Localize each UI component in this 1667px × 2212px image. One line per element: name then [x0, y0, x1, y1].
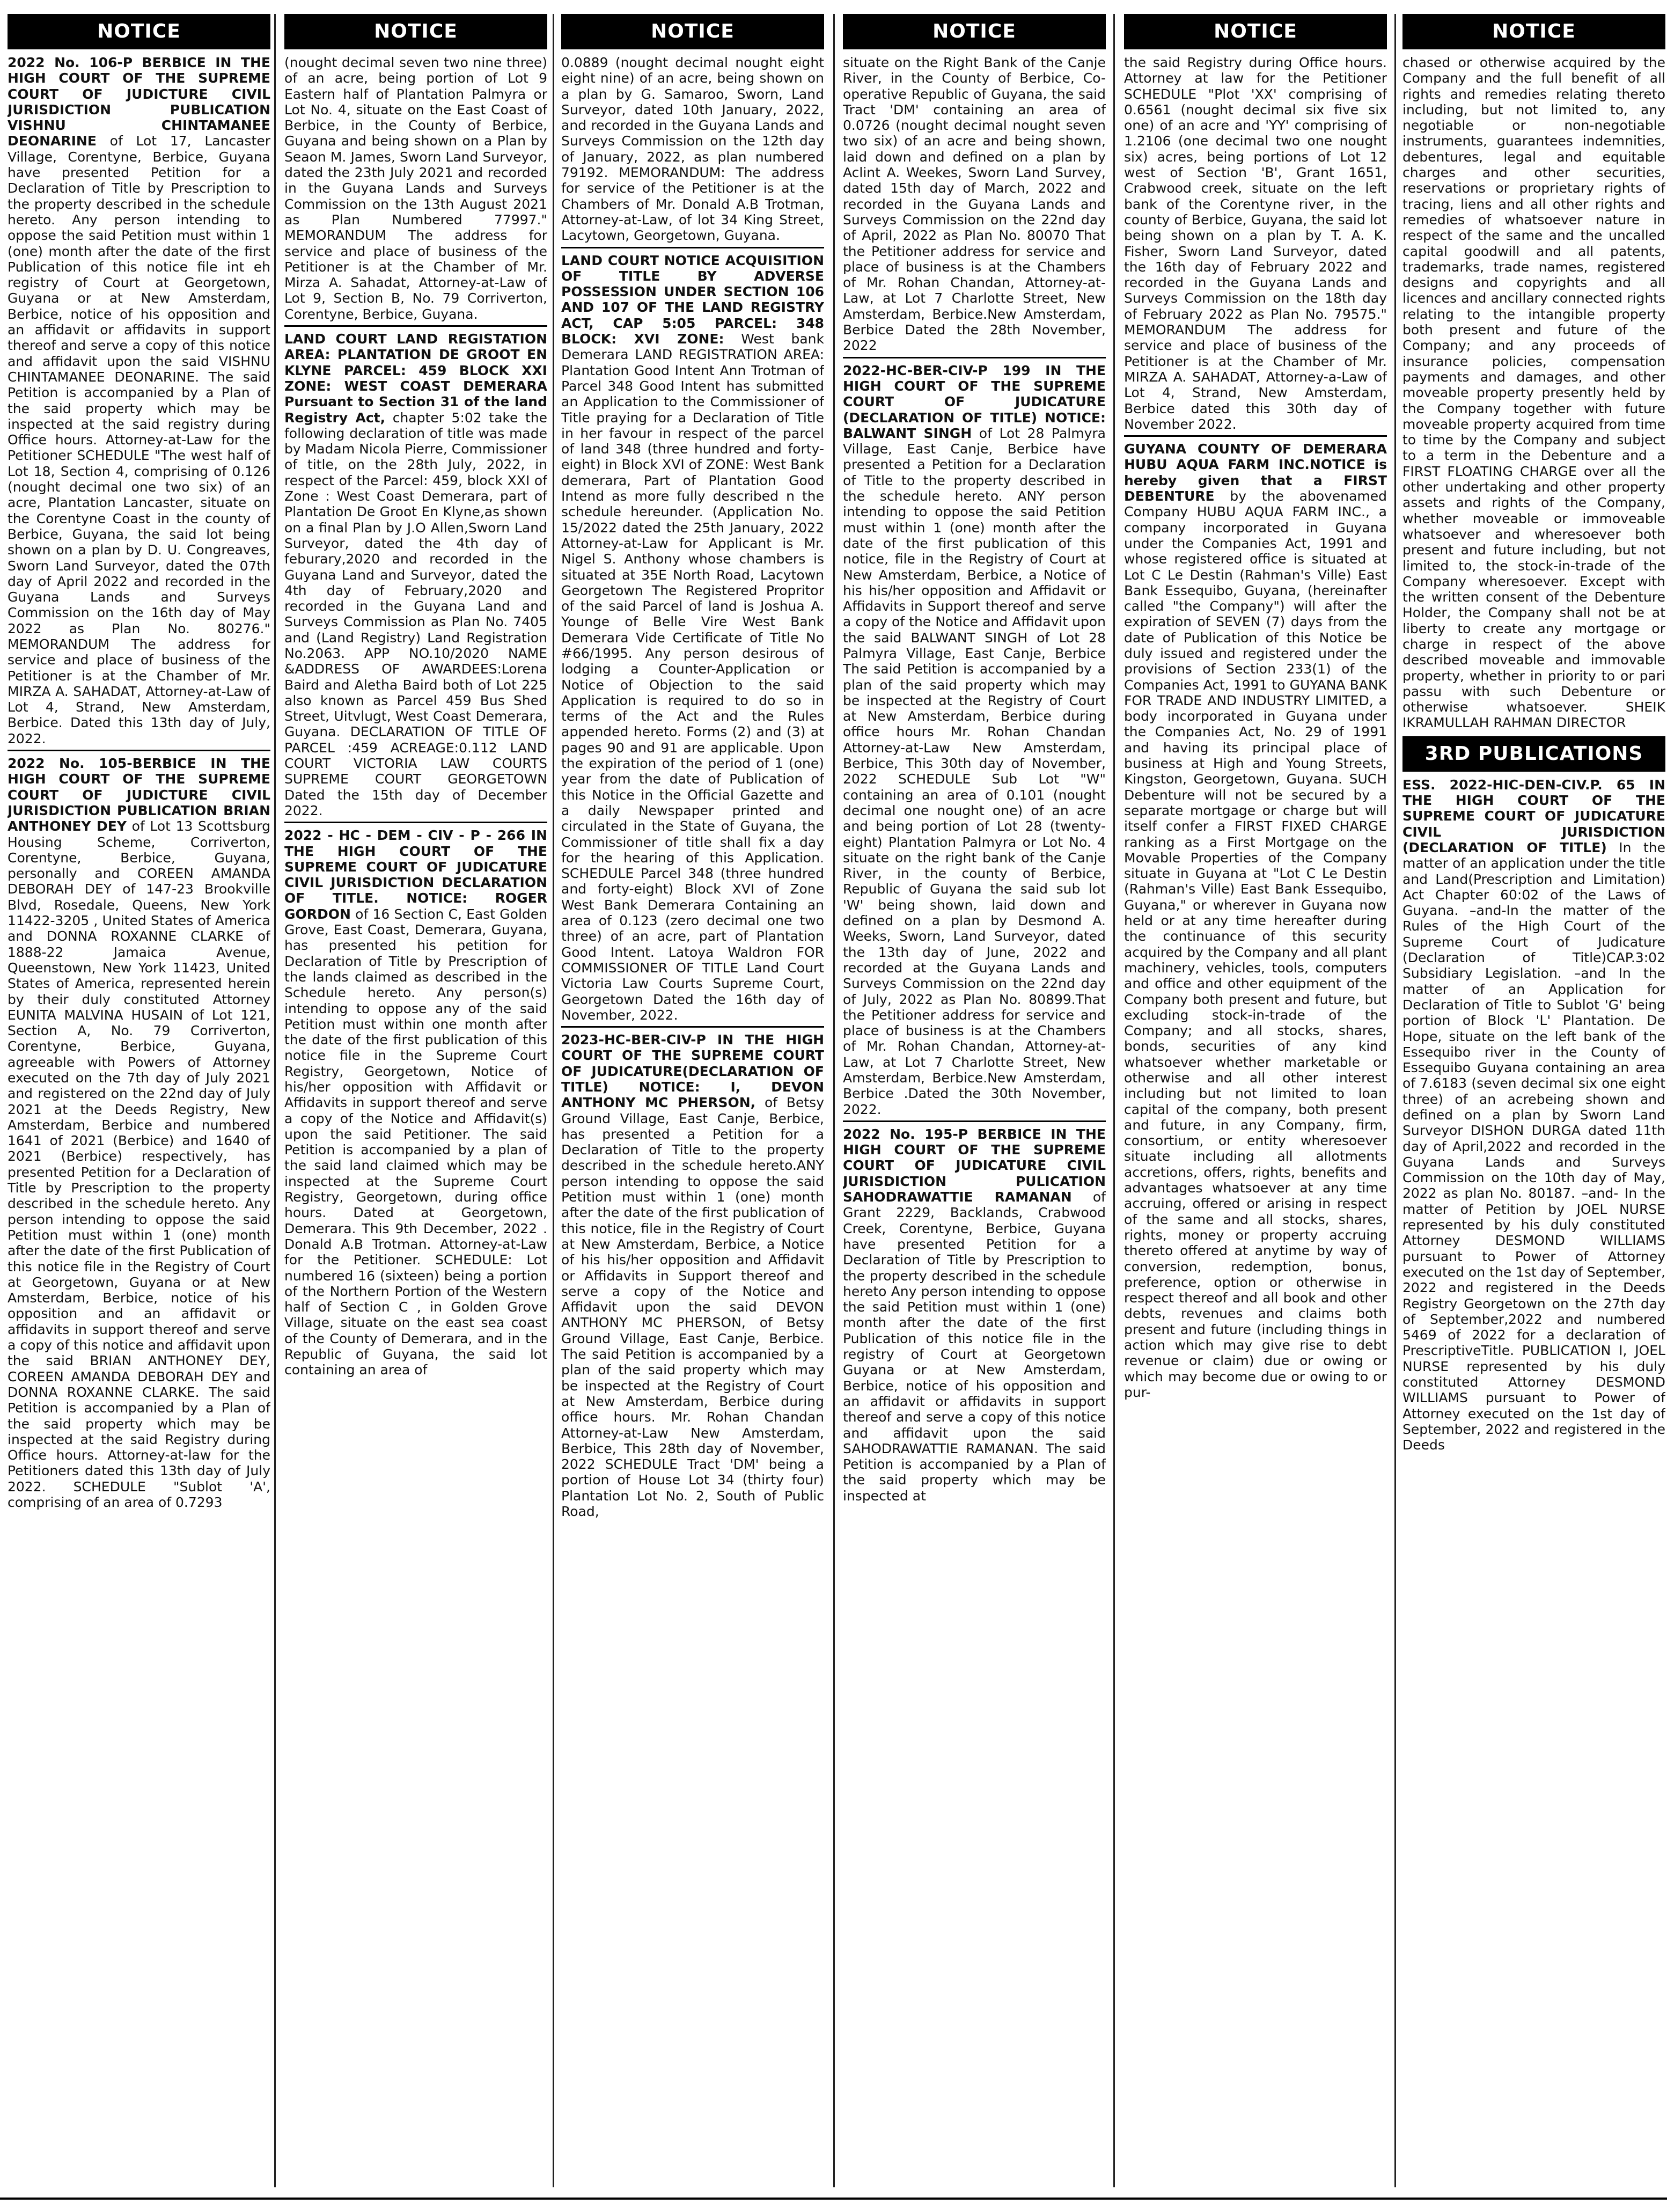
column-1	[8, 14, 270, 2187]
notice	[284, 827, 547, 1378]
column-divider	[553, 14, 554, 2187]
column-header: NOTICE	[1402, 14, 1665, 49]
notice	[843, 55, 1106, 354]
column-header: NOTICE	[561, 14, 824, 49]
column-divider	[274, 14, 276, 2187]
notice-title: 2022 No. 106-P BERBICE IN THE HIGH COURT OF THE SUPREME COURT OF JUDICTURE CIVIL JURISDICTION PUBLICATION VISHNU CHINTAMANEE DEONARINE	[8, 55, 270, 149]
notice-body: of Lot 13 Scottsburg Housing Scheme, Corriverton, Corentyne, Berbice, Guyana, personally and COREEN AMANDA DEBORAH DEY of 147-23 Brookville Blvd, Rosedale, Queens, New York 11422-3205 , United States of America and DONNA ROXANNE CLARKE of 1888-22 Jamaica Avenue, Queenstown, New York 11423, United States of America, represented herein by their duly constituted Attorney EUNITA MALVINA HUSAIN of Lot 121, Section A, No. 79 Corriverton, Corentyne, Berbice, Guyana, agreeable with Powers of Attorney executed on the 7th day of July 2021 and registered on the 22nd day of July 2021 at the Deeds Registry, New Amsterdam, Berbice and numbered 1641 of 2021 (Berbice) and 1640 of 2021 (Berbice) respectively, has presented Petition for a Declaration of Title by Prescription to the property described in the schedule hereto. Any person intending to oppose the said Petition must within 1 (one) month after the date of the first Publication of this notice file in the Registry of Court at Georgetown, Guyana or at New Amsterdam, Berbice, notice of his opposition and an affidavit or affidavits in support thereof and serve a copy of this notice and affidavit upon the said BRIAN ANTHONEY DEY, COREEN AMANDA DEBORAH DEY and DONNA ROXANNE CLARKE. The said Petition is accompanied by a Plan of the said property which may be inspected at the said Registry during Office hours. Attorney-at-law for the Petitioners dated this 13th day of July 2022. SCHEDULE "Sublot 'A', comprising of an area of 0.7293	[8, 818, 270, 1511]
column-text	[843, 55, 1106, 1504]
notice	[1124, 441, 1387, 1400]
notice-title: 2022 - HC - DEM - CIV - P - 266 IN THE HIGH COURT OF THE SUPREME COURT OF JUDICATURE CIVIL JURISDICTION DECLARATION OF TITLE. NOTICE: ROGER GORDON	[284, 827, 547, 922]
column-text	[1124, 55, 1387, 1400]
column-header: NOTICE	[284, 14, 547, 49]
notice	[561, 55, 824, 244]
divider	[284, 822, 547, 823]
notice-title: 2022-HC-BER-CIV-P 199 IN THE HIGH COURT OF THE SUPREME COURT OF JUDICATURE (DECLARATION OF TITLE) NOTICE: BALWANT SINGH	[843, 362, 1106, 441]
column-2	[284, 14, 547, 2187]
column-divider	[1394, 14, 1396, 2187]
notice-body: West bank Demerara LAND REGISTRATION AREA: Plantation Good Intent Ann Trotman of Parcel 348 Good Intent has submitted an Application to the Commissioner of Title praying for a Declaration of Title in her favour in respect of the parcel of land 348 (three hundred and forty-eight) in Block XVI of ZONE: West Bank demerara, Part of Plantation Good Intend as more fully described n the schedule hereunder. (Application No. 15/2022 dated the 25th January, 2022 Attorney-at-Law for Applicant is Mr. Nigel S. Anthony whose chambers is situated at 35E North Road, Lacytown Georgetown The Registered Propritor of the said Parcel of land is Joshua A. Younge of Belle Vire West Bank Demerara Vide Certificate of Title No #66/1995. Any person desirous of lodging a Counter-Application or Notice of Objection to the said Application is required to do so in terms of the Act and the Rules appended hereto. Forms (2) and (3) at pages 90 and 91 are applicable. Upon the expiration of the period of 1 (one) year from the date of Publication of this Notice in the Official Gazette and a daily Newspaper printed and circulated in the State of Guyana, the Commissioner of title shall fix a day for the hearing of this Application. SCHEDULE Parcel 348 (three hundred and forty-eight) Block XVI of Zone West Bank Demerara Containing an area of 0.123 (zero decimal one two three) of an acre, part of Plantation Good Intent. Latoya Waldron FOR COMMISSIONER OF TITLE Land Court Victoria Law Courts Supreme Court, Georgetown Dated the 16th day of November, 2022.	[561, 331, 824, 1023]
notice-body: chapter 5:02 take the following declaration of title was made by Madam Nicola Pierre, Commissioner of title, on the 28th July, 2022, in respect of the Parcel: 459, block XXI of Zone : West Coast Demerara, part of Plantation De Groot En Klyne,as shown on a final Plan by J.O Allen,Sworn Land Surveyor, dated the 4th day of feburary,2020 and recorded in the Guyana Land and Surveyor, dated the 4th day of February,2020 and recorded in the Guyana Land and Surveys Commission as Plan No. 7405 and (Land Registry) Land Registration No.2063. APP NO.10/2020 NAME &ADDRESS OF AWARDEES:Lorena Baird and Aletha Baird both of Lot 225 also known as Parcel 459 Bus Shed Street, Uitvlugt, West Coast Demerara, Guyana. DECLARATION OF TITLE OF PARCEL :459 ACREAGE:0.112 LAND COURT VICTORIA LAW COURTS SUPREME COURT GEORGETOWN Dated the 15th day of December 2022.	[284, 409, 547, 818]
column-header: NOTICE	[843, 14, 1106, 49]
column-text	[1402, 55, 1665, 1453]
notice-title: LAND COURT LAND REGISTATION AREA: PLANTATION DE GROOT EN KLYNE PARCEL: 459 BLOCK XXI ZONE: WEST COAST DEMERARA Pursuant to Section 31 of the land Registry Act,	[284, 331, 547, 426]
column-header: NOTICE	[8, 14, 270, 49]
notice-title: GUYANA COUNTY OF DEMERARA HUBU AQUA FARM INC.NOTICE is hereby given that a FIRST DEBENTURE	[1124, 441, 1387, 504]
notice-body: 0.0889 (nought decimal nought eight eight nine) of an acre, being shown on a plan by G. Samaroo, Sworn, Land Surveyor, dated 10th January, 2022, and recorded in the Guyana Lands and Surveys Commission on the 12th day of January, 2022, as plan numbered 79192. MEMORANDUM: The address for service of the Petitioner is at the Chambers of Mr. Donald A.B Trotman, Attorney-at-Law, of lot 34 King Street, Lacytown, Georgetown, Guyana.	[561, 55, 824, 244]
notice-title: ESS. 2022-HIC-DEN-CIV.P. 65 IN THE HIGH COURT OF THE SUPREME COURT OF JUDICATURE CIVIL JURISDICTION (DECLARATION OF TITLE)	[1402, 777, 1665, 855]
notice-body: the said Registry during Office hours. Attorney at law for the Petitioner SCHEDULE "Plot 'XX' comprising of 0.6561 (nought decimal six five six one) of an acre and 'YY' comprising of 1.2106 (one decimal two one nought six) acres, being portions of Lot 12 west of Section 'B', Grant 1651, Crabwood creek, situate on the left bank of the Corentyne river, in the county of Berbice, Guyana, the said lot being shown on a plan by T. A. K. Fisher, Sworn Land Surveyor, dated the 16th day of February 2022 and recorded in the Guyana Lands and Surveys Commission on the 18th day of February 2022 as Plan No. 79575." MEMORANDUM The address for service and place of business of the Petitioner is at the Chamber of Mr. MIRZA A. SAHADAT, Attorney-a-Law of Lot 4, Strand, New Amsterdam, Berbice dated this 30th day of November 2022.	[1124, 55, 1387, 432]
notice	[843, 1126, 1106, 1504]
notice-body: chased or otherwise acquired by the Company and the full benefit of all rights and remedies relating thereto including, but not limited to, any negotiable or non-negotiable instruments, guarantees indemnities, debentures, legal and equitable charges and other securities, reservations or proprietary rights of tracing, liens and all other rights and remedies of whatsoever nature in respect of the same and the uncalled capital goodwill and all patents, trademarks, trade names, registered designs and copyrights and all licences and ancillary connected rights relating to the intangible property both present and future of the Company; and any proceeds of insurance policies, compensation payments and damages, and other moveable property presently held by the Company together with future moveable property acquired from time to time by the Company and subject to a term in the Debenture and a FIRST FLOATING CHARGE over all the other undertaking and other property assets and rights of the Company, whether moveable or immoveable whatsoever and wheresoever both present and future including, but not limited to, the stock-in-trade of the Company wheresoever. Except with the written consent of the Debenture Holder, the Company shall not be at liberty to create any mortgage or charge in respect of the above described moveable and immovable property, whether in priority to or pari passu with such Debenture or otherwise whatsoever. SHEIK IKRAMULLAH RAHMAN DIRECTOR	[1402, 55, 1665, 731]
column-header: NOTICE	[1124, 14, 1387, 49]
notice-body: of 16 Section C, East Golden Grove, East Coast, Demerara, Guyana, has presented his petition for Declaration of Title by Prescription of the lands claimed as described in the Schedule hereto. Any person(s) intending to oppose any of the said Petition must within one month after the date of the first publication of this notice file in the Supreme Court Registry, Georgetown, Notice of his/her opposition with Affidavit or Affidavits in support thereof and serve a copy of the Notice and Affidavit(s) upon the said Petitioner. The said Petition is accompanied by a plan of the said land claimed which may be inspected at the Supreme Court Registry, Georgetown, during office hours. Dated at Georgetown, Demerara. This 9th December, 2022 . Donald A.B Trotman. Attorney-at-Law for the Petitioner. SCHEDULE: Lot numbered 16 (sixteen) being a portion of the Northern Portion of the Western half of Section C , in Golden Grove Village, situate on the east sea coast of the County of Demerara, and in the Republic of Guyana, the said lot containing an area of	[284, 906, 547, 1378]
column-4	[843, 14, 1106, 2187]
notice-body: situate on the Right Bank of the Canje River, in the County of Berbice, Co-operative Republic of Guyana, the said Tract 'DM' containing an area of 0.0726 (nought decimal nought seven two six) of an acre and being shown, laid down and defined on a plan by Aclint A. Weekes, Sworn Land Survey, dated 15th day of March, 2022 and recorded in the Guyana Lands and Surveys Commission on the 22nd day of April, 2022 as Plan No. 80070 That the Petitioner address for service and place of business is at the Chambers of Mr. Rohan Chandan, Attorney-at-Law, at Lot 7 Charlotte Street, New Amsterdam, Berbice.New Amsterdam, Berbice Dated the 28th November, 2022	[843, 55, 1106, 354]
notice	[284, 55, 547, 322]
column-text	[8, 55, 270, 1510]
notice-title: 2023-HC-BER-CIV-P IN THE HIGH COURT OF THE SUPREME COURT OF JUDICATURE(DECLARATION OF TITLE) NOTICE: I, DEVON ANTHONY MC PHERSON,	[561, 1032, 824, 1111]
notice	[1402, 55, 1665, 731]
column-text	[284, 55, 547, 1378]
column-text	[561, 55, 824, 1519]
notice	[1124, 55, 1387, 432]
column-3	[561, 14, 824, 2187]
notice-body: of Lot 17, Lancaster Village, Corentyne, Berbice, Guyana have presented Petition for a Declaration of Title by Prescription to the property described in the schedule hereto. Any person intending to oppose the said Petition must within 1 (one) month after the date of the first Publication of this notice file int eh registry of Court at Georgetown, Guyana or at New Amsterdam, Berbice, notice of his opposition and an affidavit or affidavits in support thereof and serve a copy of this notice and affidavit upon the said VISHNU CHINTAMANEE DEONARINE. The said Petition is accompanied by a Plan of the said property which may be inspected at the said registry during Office hours. Attorney-at-Law for the Petitioner SCHEDULE "The west half of Lot 18, Section 4, comprising of 0.126 (nought decimal one two six) of an acre, Plantation Lancaster, situate on the Corentyne Coast in the county of Berbice, Guyana, the said lot being shown on a plan by D. U. Congreaves, Sworn Land Surveyor, dated the 07th day of April 2022 and recorded in the Guyana Lands and Surveys Commission on the 16th day of May 2022 as Plan No. 80276." MEMORANDUM The address for service and place of business of the Petitioner is at the Chamber of Mr. MIRZA A. SAHADAT, Attorney-at-Law of Lot 4, Strand, New Amsterdam, Berbice. Dated this 13th day of July, 2022.	[8, 133, 270, 746]
column-divider	[1113, 14, 1115, 2187]
column-5	[1124, 14, 1387, 2187]
column-divider	[833, 14, 835, 2187]
notice	[8, 55, 270, 746]
notice	[561, 253, 824, 1023]
notice	[284, 331, 547, 818]
divider	[1124, 435, 1387, 437]
divider	[843, 1120, 1106, 1122]
notice-body: (nought decimal seven two nine three) of an acre, being portion of Lot 9 Eastern half of Plantation Palmyra or Lot No. 4, situate on the East Coast of Berbice, in the County of Berbice, Guyana and being shown on a Plan by Seaon M. James, Sworn Land Surveyor, dated the 23th July 2021 and recorded in the Guyana Lands and Surveys Commission on the 13th August 2021 as Plan Numbered 77997." MEMORANDUM The address for service and place of business of the Petitioner is at the Chamber of Mr. Mirza A. Sahadat, Attorney-at-Law of Lot 9, Section B, No. 79 Corriverton, Corentyne, Berbice, Guyana.	[284, 55, 547, 322]
notice	[843, 363, 1106, 1117]
notice-body: of Lot 28 Palmyra Village, East Canje, Berbice have presented a Petition for a Declaration of Title to the property described in the schedule hereto. ANY person intending to oppose the said Petition must within 1 (one) month after the date of the first publication of this notice, file in the Registry of Court at New Amsterdam, Berbice, a Notice of his his/her opposition and Affidavit or Affidavits in Support thereof and serve a copy of the Notice and Affidavit upon the said BALWANT SINGH of Lot 28 Palmyra Village, East Canje, Berbice The said Petition is accompanied by a plan of the said property which may be inspected at the Registry of Court at New Amsterdam, Berbice during office hours Mr. Rohan Chandan Attorney-at-Law New Amsterdam, Berbice, This 30th day of November, 2022 SCHEDULE Sub Lot "W" containing an area of 0.101 (nought decimal one nought one) of an acre and being portion of Lot 28 (twenty-eight) Plantation Palmyra or Lot No. 4 situate on the right bank of the Canje River, in the county of Berbice, Republic of Guyana the said sub lot 'W' being shown, laid down and defined on a plan by Desmond A. Weeks, Sworn, Land Surveyor, dated the 13th day of June, 2022 and recorded at the Guyana Lands and Surveys Commission on the 22nd day of July, 2022 as Plan No. 80899.That the Petitioner address for service and place of business is at the Chambers of Mr. Rohan Chandan, Attorney-at-Law, at Lot 7 Charlotte Street, New Amsterdam, Berbice.New Amsterdam, Berbice .Dated the 30th November, 2022.	[843, 425, 1106, 1117]
notice-body: of Betsy Ground Village, East Canje, Berbice, has presented a Petition for a Declaration of Title to the property described in the schedule hereto.ANY person intending to oppose the said Petition must within 1 (one) month after the date of the first publication of this notice, file in the Registry of Court at New Amsterdam, Berbice, a Notice of his his/her opposition and Affidavit or Affidavits in Support thereof and serve a copy of the Notice and Affidavit upon the said DEVON ANTHONY MC PHERSON, of Betsy Ground Village, East Canje, Berbice. The said Petition is accompanied by a plan of the said property which may be inspected at the Registry of Court at New Amsterdam, Berbice during office hours. Mr. Rohan Chandan Attorney-at-Law New Amsterdam, Berbice, This 28th day of November, 2022 SCHEDULE Tract 'DM' being a portion of House Lot 34 (thirty four) Plantation Lot No. 2, South of Public Road,	[561, 1095, 824, 1520]
divider	[284, 325, 547, 327]
notice	[561, 1032, 824, 1519]
divider	[8, 750, 270, 751]
column-6	[1402, 14, 1665, 2187]
notice	[1402, 777, 1665, 1453]
divider	[843, 357, 1106, 358]
notice-body: of Grant 2229, Backlands, Crabwood Creek, Corentyne, Berbice, Guyana have presented Petition for a Declaration of Title by Prescription to the property described in the schedule hereto Any person intending to oppose the said Petition must within 1 (one) month after the date of the first Publication of this notice file in the registry of Court at Georgetown Guyana or at New Amsterdam, Berbice, notice of his opposition and an affidavit or affidavits in support thereof and serve a copy of this notice and affidavit upon the said SAHODRAWATTIE RAMANAN. The said Petition is accompanied by a Plan of the said property which may be inspected at	[843, 1189, 1106, 1504]
divider	[561, 1026, 824, 1028]
notice-title: 2022 No. 105-BERBICE IN THE HIGH COURT OF THE SUPREME COURT OF JUDICTURE CIVIL JURISDICTION PUBLICATION BRIAN ANTHONEY DEY	[8, 756, 270, 834]
section-header: 3RD PUBLICATIONS	[1402, 736, 1665, 772]
notice-body: In the matter of an application under the title and Land(Prescription and Limitation) Act Chapter 60:02 of the Laws of Guyana. –and-In the matter of the Rules of the High Court of the Supreme Court of Judicature (Declaration of Title)CAP.3:02 Subsidiary Legislation. –and In the matter of an Application for Declaration of Title to Sublot 'G' being portion of Block 'L' Plantation. De Hope, situate on the left bank of the Essequibo river in the County of Essequibo Guyana containing an area of 7.6183 (seven decimal six one eight three) of an acrebeing shown and defined on a plan by Sworn Land Surveyor DISHON DURGA dated 11th day of April,2022 and recorded in the Guyana Lands and Surveys Commission on the 10th day of May, 2022 as plan No. 80187. –and- In the matter of Petition by JOEL NURSE represented by his duly constituted Attorney DESMOND WILLIAMS pursuant to Power of Attorney executed on the 1st day of September, 2022 and registered in the Deeds Registry Georgetown on the 27th day of September,2022 and numbered 5469 of 2022 for a declaration of PrescriptiveTitle. PUBLICATION I, JOEL NURSE represented by his duly constituted Attorney DESMOND WILLIAMS pursuant to Power of Attorney executed on the 1st day of September, 2022 and registered in the Deeds	[1402, 839, 1665, 1453]
notice	[8, 756, 270, 1510]
divider	[561, 247, 824, 248]
notice-title: 2022 No. 195-P BERBICE IN THE HIGH COURT OF THE SUPREME COURT OF JUDICATURE CIVIL JURISDICTION PULICATION SAHODRAWATTIE RAMANAN	[843, 1126, 1106, 1205]
notice-body: by the abovenamed Company HUBU AQUA FARM INC., a company incorporated in Guyana under the Companies Act, 1991 and whose registered office is situated at Lot C Le Destin (Rahman's Ville) East Bank Essequibo, Guyana, (hereinafter called "the Company") will after the expiration of SEVEN (7) days from the date of Publication of this Notice be duly issued and registered under the provisions of Section 233(1) of the Companies Act, 1991 to GUYANA BANK FOR TRADE AND INDUSTRY LIMITED, a body incorporated in Guyana under the Companies Act, No. 29 of 1991 and having its principal place of business at High and Young Streets, Kingston, Georgetown, Guyana. SUCH Debenture will not be secured by a separate mortgage or charge but will itself confer a FIRST FIXED CHARGE ranking as a First Mortgage on the Movable Properties of the Company situate in Guyana at "Lot C Le Destin (Rahman's Ville) East Bank Essequibo, Guyana," or wherever in Guyana now held or at any time hereafter during the continuance of this security acquired by the Company and all plant machinery, vehicles, tools, computers and office and other equipment of the Company both present and future, but excluding stock-in-trade of the Company; and all stocks, shares, bonds, securities of any kind whatsoever whether marketable or otherwise and all other interest including but not limited to loan capital of the company, both present and future, in any Company, firm, consortium, or entity wheresoever situate including all allotments accretions, offers, rights, benefits and advantages whatsoever at any time accruing, offered or arising in respect of the same and all stocks, shares, rights, money or property accruing thereto offered at anytime by way of conversion, redemption, bonus, preference, option or otherwise in respect thereof and all book and other debts, revenues and claims both present and future (including things in action which may give rise to debt revenue or claim) due or owing or which may become due or owing to or pur-	[1124, 488, 1387, 1400]
page-bottom-rule	[0, 2198, 1667, 2200]
notice-title: LAND COURT NOTICE ACQUISITION OF TITLE BY ADVERSE POSSESSION UNDER SECTION 106 AND 107 OF THE LAND REGISTRY ACT, CAP 5:05 PARCEL: 348 BLOCK: XVI ZONE:	[561, 252, 824, 347]
